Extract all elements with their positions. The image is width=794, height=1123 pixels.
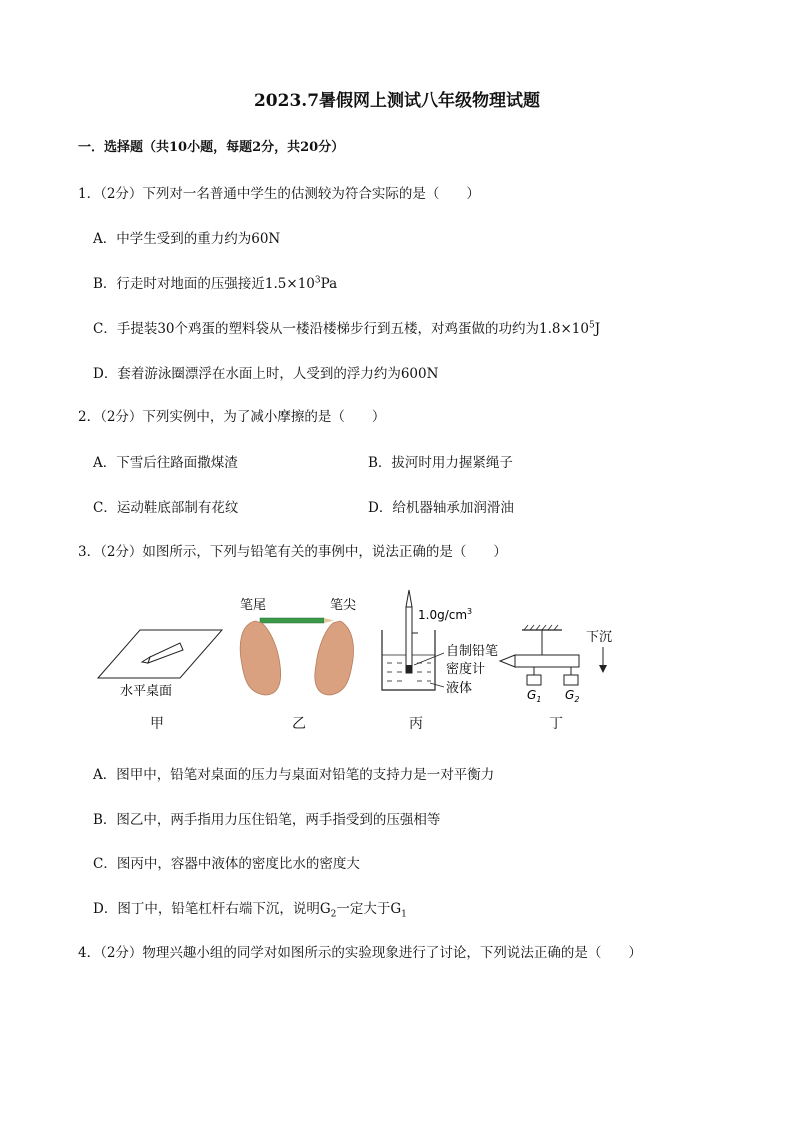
- lever-pencil: [515, 655, 579, 667]
- question-1-option-a: A．中学生受到的重力约为60N: [93, 231, 281, 247]
- pencil-tip: [142, 657, 150, 663]
- weight-g1: [527, 675, 541, 685]
- density-value: 1.0g/cm: [418, 608, 468, 622]
- figure-label-yi: 乙: [292, 716, 306, 732]
- figure-label-ding: 丁: [549, 716, 563, 732]
- pencil-tip-label: 笔尖: [330, 598, 357, 613]
- density-meter-tip: [406, 590, 412, 607]
- question-3-option-c: C．图丙中，容器中液体的密度比水的密度大: [93, 856, 360, 872]
- figure-bing: [382, 590, 498, 696]
- figure-ding: [500, 625, 612, 704]
- option-c-text: C．手提装30个鸡蛋的塑料袋从一楼沿楼梯步行到五楼，对鸡蛋做的功约为1.8×10: [93, 321, 589, 337]
- pointer-line-2: [430, 683, 444, 687]
- density-meter-weight: [406, 665, 412, 673]
- g1-symbol: G: [527, 688, 537, 702]
- pencil-body: [260, 618, 324, 623]
- option-c-exponent: 5: [588, 320, 595, 331]
- option-c-unit: J: [594, 321, 601, 337]
- question-3-option-d: [93, 897, 407, 920]
- question-3-figure: [90, 585, 710, 735]
- question-3-stem: 3．（2分）如图所示，下列与铅笔有关的事例中，说法正确的是（ ）: [78, 544, 507, 560]
- density-value-label: [418, 607, 472, 622]
- figure-jia: [98, 630, 222, 699]
- question-3-option-b: B．图乙中，两手指用力压住铅笔，两手指受到的压强相等: [93, 812, 441, 828]
- pencil-meter-label-1: 自制铅笔: [446, 644, 499, 659]
- option-d-sub-2: 1: [401, 909, 407, 920]
- pencil-point: [324, 618, 334, 623]
- right-hand: [315, 621, 354, 695]
- weight-g2: [564, 675, 578, 685]
- desk-label: 水平桌面: [120, 684, 173, 699]
- lever-pencil-tip: [500, 655, 515, 667]
- option-b-exponent: 3: [314, 275, 321, 286]
- option-b-unit: Pa: [320, 276, 338, 292]
- question-2-option-b: B．拔河时用力握紧绳子: [368, 455, 513, 471]
- density-exponent: 3: [467, 607, 473, 616]
- question-2-option-d: D．给机器轴承加润滑油: [368, 500, 514, 516]
- g1-subscript: 1: [536, 695, 542, 704]
- sink-label: 下沉: [586, 630, 613, 645]
- figure-label-bing: 丙: [409, 716, 423, 732]
- liquid-label: 液体: [446, 681, 473, 696]
- pencil-on-desk: [148, 643, 183, 663]
- option-d-text: D．图丁中，铅笔杠杆右端下沉，说明G: [93, 901, 331, 917]
- figure-yi: [240, 597, 356, 695]
- option-d-mid: 一定大于G: [336, 901, 402, 917]
- density-meter-pencil: [406, 607, 412, 673]
- pencil-tail-label: 笔尾: [240, 598, 267, 613]
- g2-symbol: G: [565, 688, 575, 702]
- question-1-option-c: [93, 317, 600, 337]
- sink-arrow-icon: [599, 665, 607, 673]
- ceiling-hatch: [524, 625, 558, 630]
- option-b-text: B．行走时对地面的压强接近1.5×10: [93, 276, 315, 292]
- pencil-meter-label-2: 密度计: [446, 662, 486, 677]
- g1-label: [527, 688, 541, 704]
- question-4-stem: 4．（2分）物理兴趣小组的同学对如图所示的实验现象进行了讨论，下列说法正确的是（ ）: [78, 945, 642, 961]
- question-2-option-a: A．下雪后往路面撒煤渣: [93, 455, 238, 471]
- question-2-option-c: C．运动鞋底部制有花纹: [93, 500, 239, 516]
- question-1-option-b: [93, 272, 337, 292]
- g2-label: [565, 688, 579, 704]
- question-1-stem: 1．（2分）下列对一名普通中学生的估测较为符合实际的是（ ）: [78, 186, 480, 202]
- option-d-sub-1: 2: [330, 909, 337, 920]
- section-heading: 一．选择题（共10小题，每题2分，共20分）: [78, 140, 345, 155]
- left-hand: [240, 621, 280, 695]
- question-1-option-d: D．套着游泳圈漂浮在水面上时，人受到的浮力约为600N: [93, 366, 439, 382]
- question-3-option-a: A．图甲中，铅笔对桌面的压力与桌面对铅笔的支持力是一对平衡力: [93, 767, 495, 783]
- question-2-stem: 2．（2分）下列实例中，为了减小摩擦的是（ ）: [78, 409, 386, 425]
- page-title: 2023.7暑假网上测试八年级物理试题: [253, 91, 541, 111]
- figure-label-jia: 甲: [150, 716, 164, 732]
- g2-subscript: 2: [574, 695, 580, 704]
